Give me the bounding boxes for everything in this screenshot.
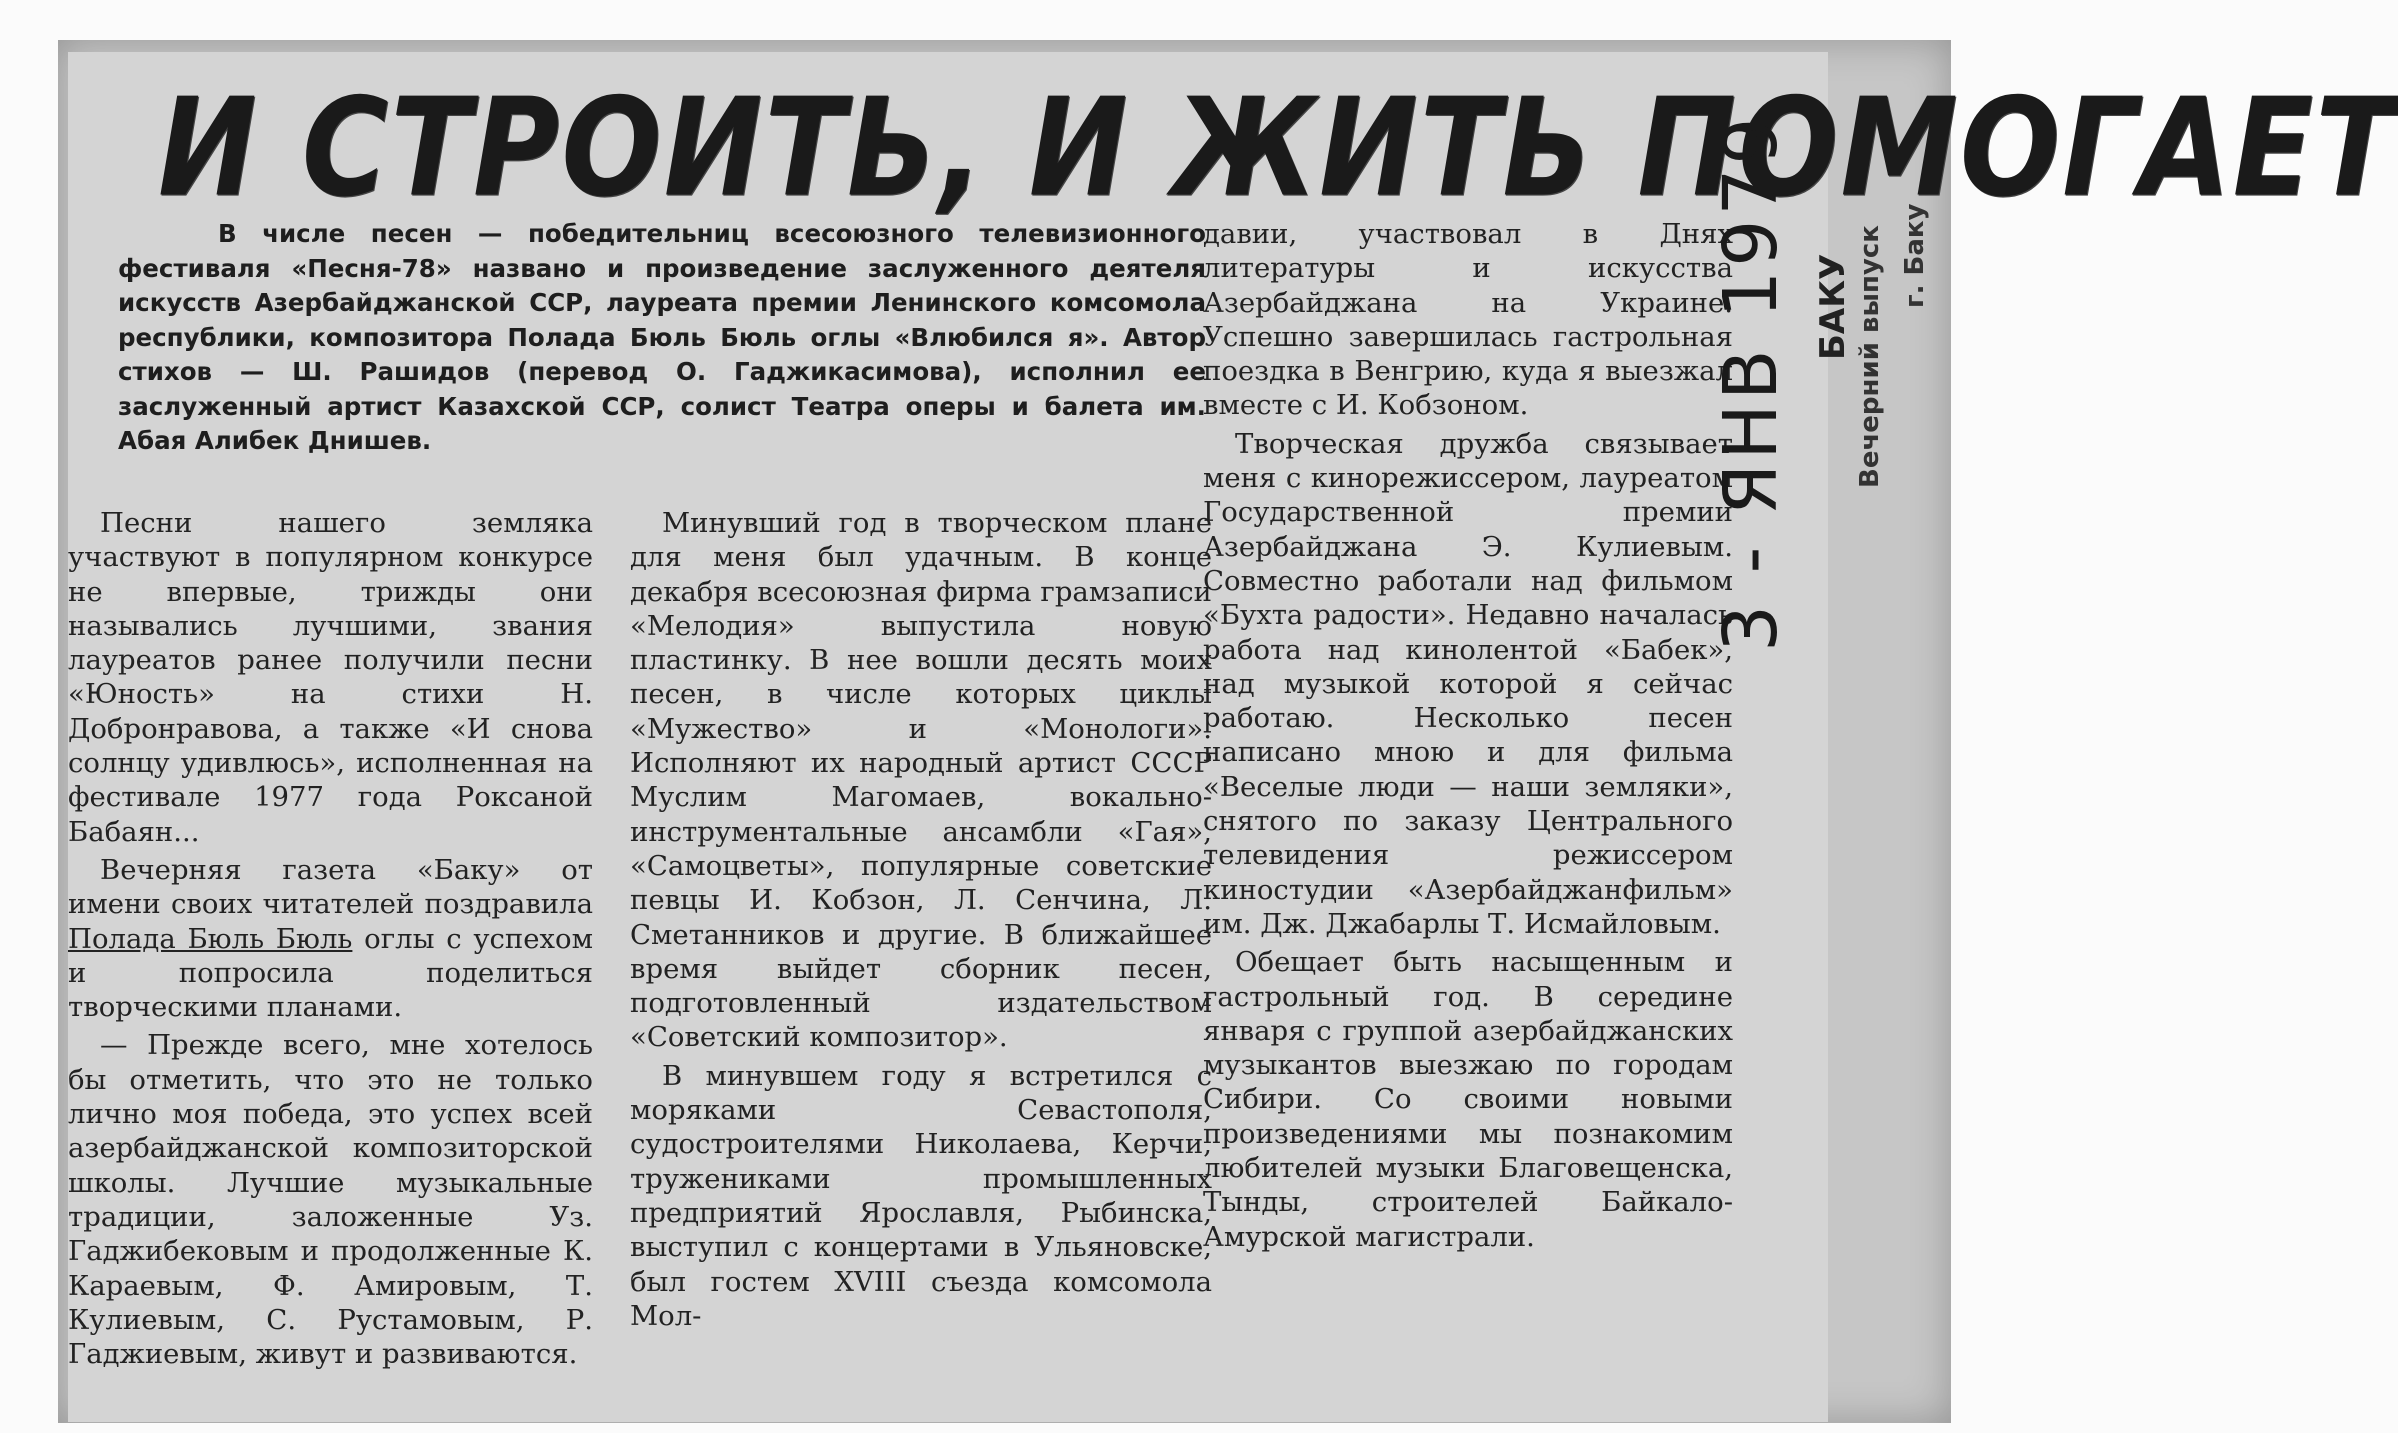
source-paper-stamp: Вечерний выпуск	[1855, 225, 1885, 488]
paragraph: Творческая дружба связывает меня с кинорежиссером, лауреатом Государственной премии Азербайджана Э. Кулиевым. Совместно работали над фильмом «Бухта радости». Недавно началась работа над кинолентой «Бабек», над музыкой которой я сейчас работаю. Несколько песен написано мною и для фильма «Веселые люди — наши земляки», снятого по заказу Центрального телевидения режиссером киностудии «Азербайджанфильм» им. Дж. Джабарлы Т. Исмайловым.	[1203, 427, 1733, 940]
paragraph: Песни нашего земляка участвуют в популярном конкурсе не впервые, трижды они назывались лучшими, звания лауреатов ранее получили песни «Юность» на стихи Н. Добронравова, а также «И снова солнцу удивлюсь», исполненная на фестивале 1977 года Роксаной Бабаян...	[68, 507, 593, 848]
underlined-name: Полада Бюль Бюль	[68, 922, 353, 955]
source-city-line: г. Баку	[1900, 203, 1930, 308]
date-stamp: 3 - ЯНВ 1979	[1708, 113, 1794, 652]
paragraph: — Прежде всего, мне хотелось бы отметить, что это не только лично моя победа, это успех всей азербайджанской композиторской школы. Лучшие музыкальные традиции, заложенные Уз. Гаджибековым и продолженные К. Караевым, Ф. Амировым, Т. Кулиевым, С. Рустамовым, Р. Гаджиевым, живут и развиваются.	[68, 1029, 593, 1371]
text-span: оглы с успехом и попросила поделиться творческими планами.	[68, 922, 593, 1024]
paragraph: В минувшем году я встретился с моряками Севастополя, судостроителями Николаева, Керчи, тружениками промышленных предприятий Ярославля, Рыбинска, выступил с концертами в Ульяновске, был гостем XVIII съезда комсомола Мол-	[630, 1059, 1212, 1332]
text-span: Вечерняя газета «Баку» от имени своих читателей поздравила	[68, 853, 593, 921]
article-headline: И СТРОИТЬ, И ЖИТЬ ПОМОГАЕТ	[158, 68, 2398, 227]
column-1	[68, 506, 593, 1371]
paragraph: давии, участвовал в Днях литературы и искусства Азербайджана на Украине. Успешно завершилась гастрольная поездка в Венгрию, куда я выезжал вместе с И. Кобзоном.	[1203, 218, 1733, 422]
paragraph: Минувший год в творческом плане для меня был удачным. В конце декабря всесоюзная фирма грамзаписи «Мелодия» выпустила новую пластинку. В нее вошли десять моих песен, в числе которых циклы «Мужество» и «Монологи». Исполняют их народный артист СССР Муслим Магомаев, вокально-инструментальные ансамбли «Гая», «Самоцветы», популярные советские певцы И. Кобзон, Л. Сенчина, Л. Сметанников и другие. В ближайшее время выйдет сборник песен, подготовленный издательством «Советский композитор».	[630, 507, 1212, 1054]
paragraph: Обещает быть насыщенным и гастрольный год. В середине января с группой азербайджанских музыкантов выезжаю по городам Сибири. Со своими новыми произведениями мы познакомим любителей музыки Благовещенска, Тынды, строителей Байкало-Амурской магистрали.	[1203, 946, 1733, 1253]
paragraph	[68, 853, 593, 1024]
column-2	[630, 506, 1212, 1333]
clipping-sheet	[58, 40, 2398, 1423]
column-3	[1203, 217, 1733, 1254]
source-city-stamp: БАКУ	[1813, 253, 1853, 360]
article-lead: В числе песен — победительниц всесоюзного телевизионного фестиваля «Песня-78» названо и произведение заслуженного деятеля искусств Азербайджанской ССР, лауреата премии Ленинского комсомола республики, композитора Полада Бюль Бюль оглы «Влюбился я». Автор стихов — Ш. Рашидов (перевод О. Гаджикасимова), исполнил ее заслуженный артист Казахской ССР, солист Театра оперы и балета им. Абая Алибек Днишев.	[118, 219, 1206, 455]
